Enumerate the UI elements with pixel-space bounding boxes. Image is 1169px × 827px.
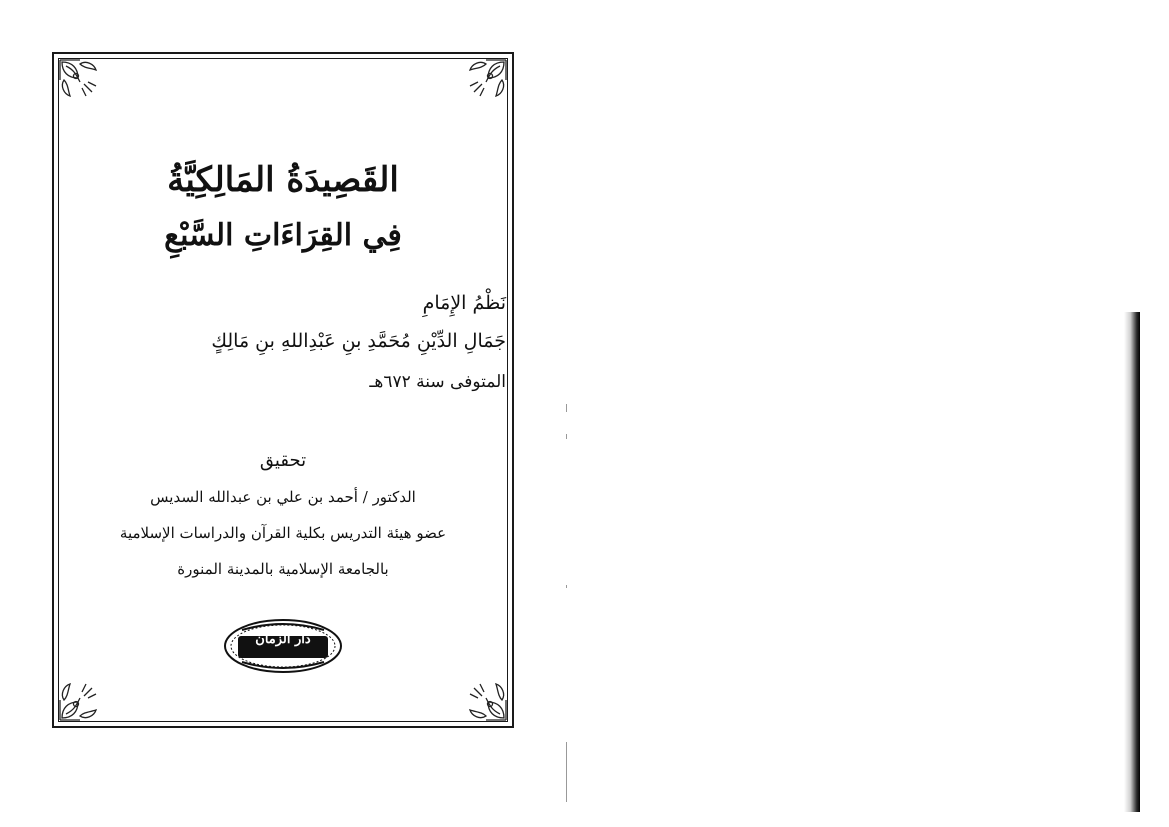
author-label: نَظْمُ الإِمَامِ <box>422 292 506 314</box>
author-death-date: المتوفى سنة ٦٧٢هـ <box>369 372 506 392</box>
book-title-line-1: القَصِيدَةُ المَالِكِيَّةُ <box>167 160 399 200</box>
editor-name: الدكتور / أحمد بن علي بن عبدالله السديس <box>150 488 416 506</box>
editor-label: تحقيق <box>259 450 307 471</box>
scan-mark <box>566 585 567 588</box>
page-edge-shadow <box>1124 312 1140 812</box>
editor-affiliation-1: عضو هيئة التدريس بكلية القرآن والدراسات الإسلامية <box>119 524 447 542</box>
scan-mark <box>566 434 567 439</box>
right-blank-page <box>560 0 1169 827</box>
book-title-line-2: فِي القِرَاءَاتِ السَّبْعِ <box>164 218 402 253</box>
scan-mark <box>566 742 567 802</box>
author-name: جَمَالِ الدِّيْنِ مُحَمَّدِ بنِ عَبْدِاللهِ بنِ مَالِكٍ <box>211 330 506 352</box>
publisher-name: دار الزمان <box>255 632 311 647</box>
scan-mark <box>566 404 567 412</box>
editor-affiliation-2: بالجامعة الإسلامية بالمدينة المنورة <box>177 560 389 578</box>
